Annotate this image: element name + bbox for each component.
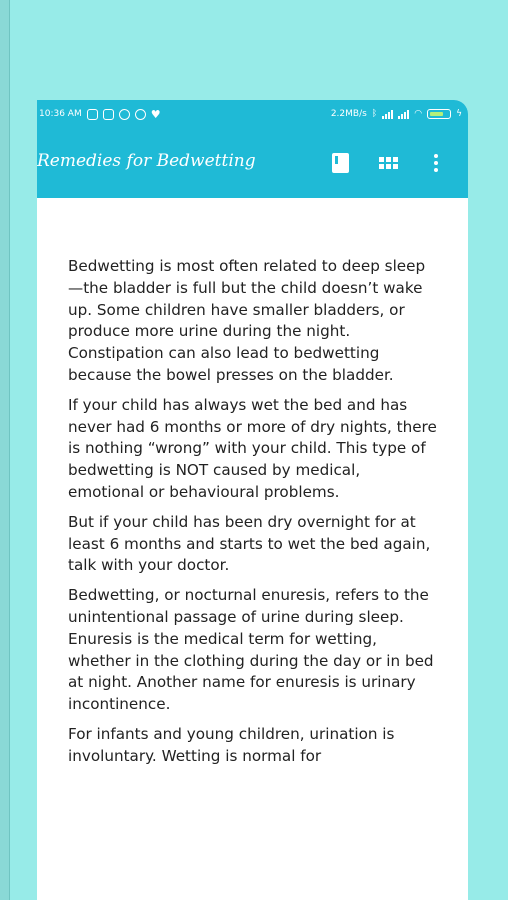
status-time: 10:36 AM [39,109,82,119]
app-toolbar [37,128,468,198]
signal-icon-2 [398,110,409,119]
signal-icon [382,110,393,119]
app-window [37,100,468,900]
paragraph: Bedwetting, or nocturnal enuresis, refers to the unintentional passage of urine during sleep. Enuresis is the medical term for wetting, whether in the clothing during the day or in bed at night. Another name for enuresis is urinary incontinence. [68,586,434,714]
grid-icon [379,157,398,169]
article-content [37,198,468,768]
toolbar-actions [316,139,468,187]
status-left [39,109,161,120]
status-right [331,109,462,119]
charging-icon: ϟ [456,109,462,119]
grid-view-button[interactable] [364,139,412,187]
battery-icon [427,109,451,119]
wifi-icon: ◠ [414,109,423,119]
overflow-menu-button[interactable] [412,139,460,187]
notification-app-icon [87,109,98,120]
paragraph: If your child has always wet the bed and has never had 6 months or more of dry nights, there is nothing “wrong” with your child. This type of bedwetting is NOT caused by medical, emotional or behavioural problems. [68,395,437,501]
background-edge-strip [0,0,10,900]
app-title: Remedies for Bedwetting [37,151,256,171]
paragraph: Bedwetting is most often related to deep sleep—the bladder is full but the child doesn’t wake up. Some children have smaller bladders, or produce more urine during the night. Constipation can also lead to bedwetting because the bowel presses on the bladder. [68,257,426,384]
notification-grid-icon [103,109,114,120]
bluetooth-icon: ᛒ [371,109,378,119]
book-icon [332,153,349,173]
net-speed: 2.2MB/s [330,109,367,119]
book-button[interactable] [316,139,364,187]
more-vert-icon [434,154,438,172]
heart-icon: ♥ [150,107,161,121]
paragraph: For infants and young children, urination is involuntary. Wetting is normal for [68,724,395,765]
status-bar [37,100,468,128]
notification-sync-icon [119,109,130,120]
notification-sync-icon-2 [135,109,146,120]
paragraph: But if your child has been dry overnight for at least 6 months and starts to wet the bed again, talk with your doctor. [68,512,431,575]
